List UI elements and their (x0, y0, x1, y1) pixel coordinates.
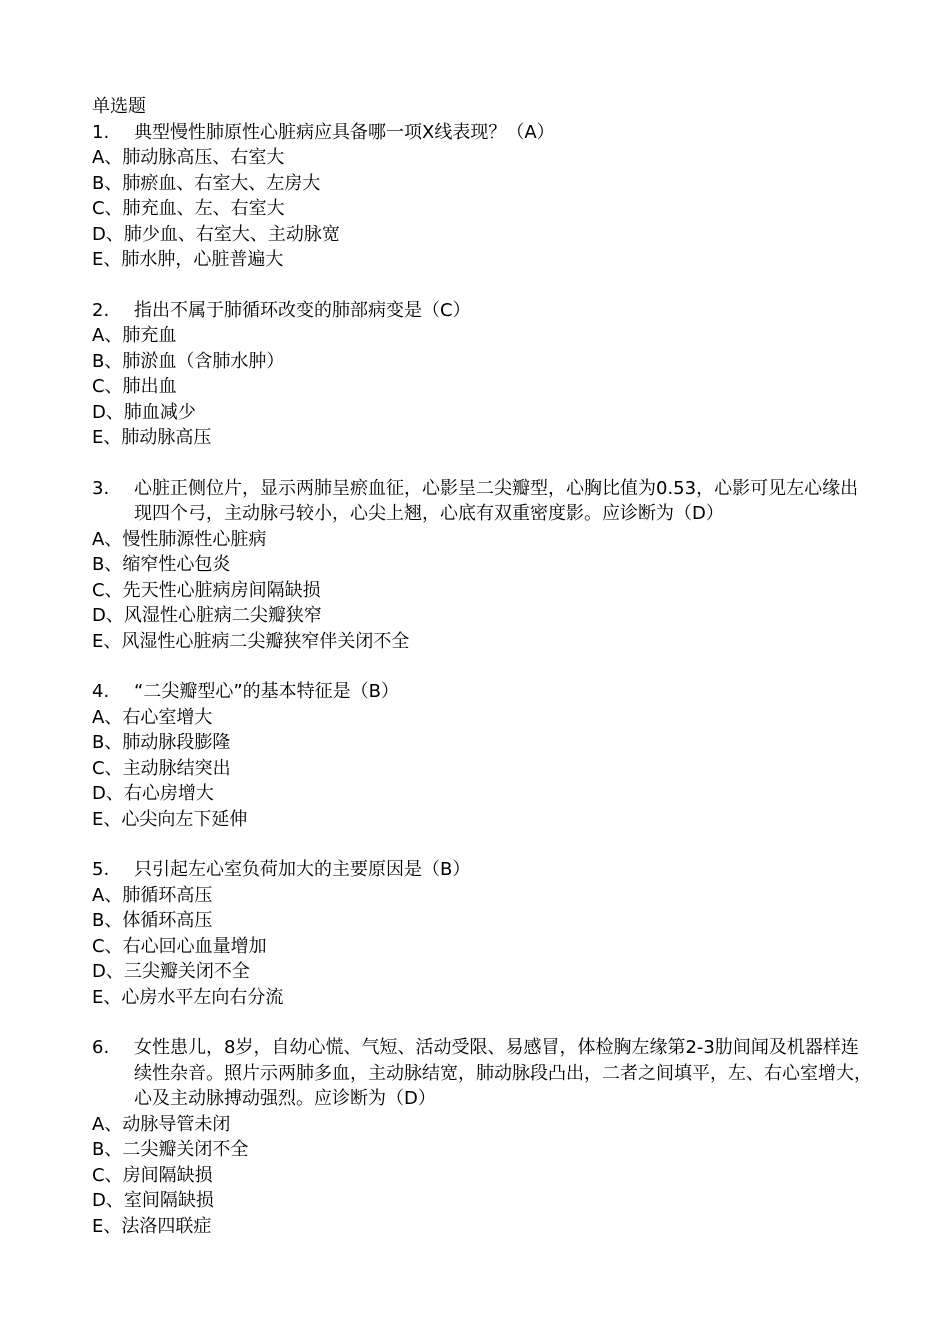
option-a: A、右心室增大 (92, 706, 213, 728)
question-text: 只引起左心室负荷加大的主要原因是（B） (134, 859, 471, 880)
option-b: B、肺动脉段膨隆 (92, 732, 231, 753)
question-number: 3. (92, 477, 110, 499)
question-2 (92, 298, 872, 451)
option-a: A、慢性肺源性心脏病 (92, 528, 267, 550)
option-a: A、动脉导管未闭 (92, 1113, 231, 1135)
option-d: D、三尖瓣关闭不全 (92, 961, 250, 982)
question-number: 1. (92, 121, 110, 143)
option-e: E、心尖向左下延伸 (92, 808, 248, 830)
question-4 (92, 679, 872, 832)
question-stem (92, 679, 872, 705)
question-number: 4. (92, 681, 110, 702)
section-title: 单选题 (92, 96, 146, 117)
option-b: B、二尖瓣关闭不全 (92, 1139, 249, 1160)
question-stem (92, 298, 872, 324)
option-a: A、肺动脉高压、右室大 (92, 147, 285, 168)
question-stem (92, 476, 872, 527)
option-b: B、缩窄性心包炎 (92, 554, 231, 575)
option-d: D、风湿性心脏病二尖瓣狭窄 (92, 605, 322, 626)
option-d: D、右心房增大 (92, 783, 214, 804)
question-6 (92, 1035, 872, 1239)
option-d: D、室间隔缺损 (92, 1190, 214, 1211)
question-text: 指出不属于肺循环改变的肺部病变是（C） (134, 299, 471, 321)
option-c: C、房间隔缺损 (92, 1164, 213, 1186)
option-b: B、体循环高压 (92, 910, 213, 931)
question-number: 5. (92, 859, 110, 880)
option-e: E、心房水平左向右分流 (92, 986, 284, 1008)
option-c: C、先天性心脏病房间隔缺损 (92, 579, 321, 601)
option-a: A、肺循环高压 (92, 884, 213, 906)
question-text: 女性患儿，8岁，自幼心慌、气短、活动受限、易感冒，体检胸左缘第2-3肋间闻及机器样连续性杂音。照片示两肺多血，主动脉结宽，肺动脉段凸出，二者之间填平，左、右心室增大，心及主动脉搏动强烈。应诊断为（D） (134, 1037, 872, 1109)
question-text: 典型慢性肺原性心脏病应具备哪一项X线表现？（A） (134, 121, 555, 143)
question-number: 6. (92, 1037, 110, 1058)
option-e: E、肺动脉高压 (92, 427, 212, 448)
option-d: D、肺血减少 (92, 401, 196, 423)
option-e: E、法洛四联症 (92, 1215, 212, 1237)
question-number: 2. (92, 299, 110, 321)
question-5 (92, 857, 872, 1010)
option-b: B、肺瘀血、右室大、左房大 (92, 172, 321, 194)
document-page (92, 94, 872, 1239)
question-stem (92, 120, 872, 146)
option-c: C、肺充血、左、右室大 (92, 198, 285, 219)
option-b: B、肺淤血（含肺水肿） (92, 350, 285, 372)
question-1 (92, 120, 872, 273)
option-e: E、风湿性心脏病二尖瓣狭窄伴关闭不全 (92, 630, 410, 652)
option-d: D、肺少血、右室大、主动脉宽 (92, 223, 340, 245)
option-c: C、右心回心血量增加 (92, 935, 267, 957)
option-c: C、主动脉结突出 (92, 757, 231, 779)
option-c: C、肺出血 (92, 376, 177, 397)
question-text: “二尖瓣型心”的基本特征是（B） (134, 681, 399, 702)
question-text: 心脏正侧位片，显示两肺呈瘀血征，心影呈二尖瓣型，心胸比值为0.53，心影可见左心缘出现四个弓，主动脉弓较小，心尖上翘，心底有双重密度影。应诊断为（D） (134, 477, 859, 524)
question-stem (92, 857, 872, 883)
question-3 (92, 476, 872, 655)
option-e: E、肺水肿，心脏普遍大 (92, 249, 284, 270)
option-a: A、肺充血 (92, 325, 177, 346)
question-stem (92, 1035, 872, 1112)
